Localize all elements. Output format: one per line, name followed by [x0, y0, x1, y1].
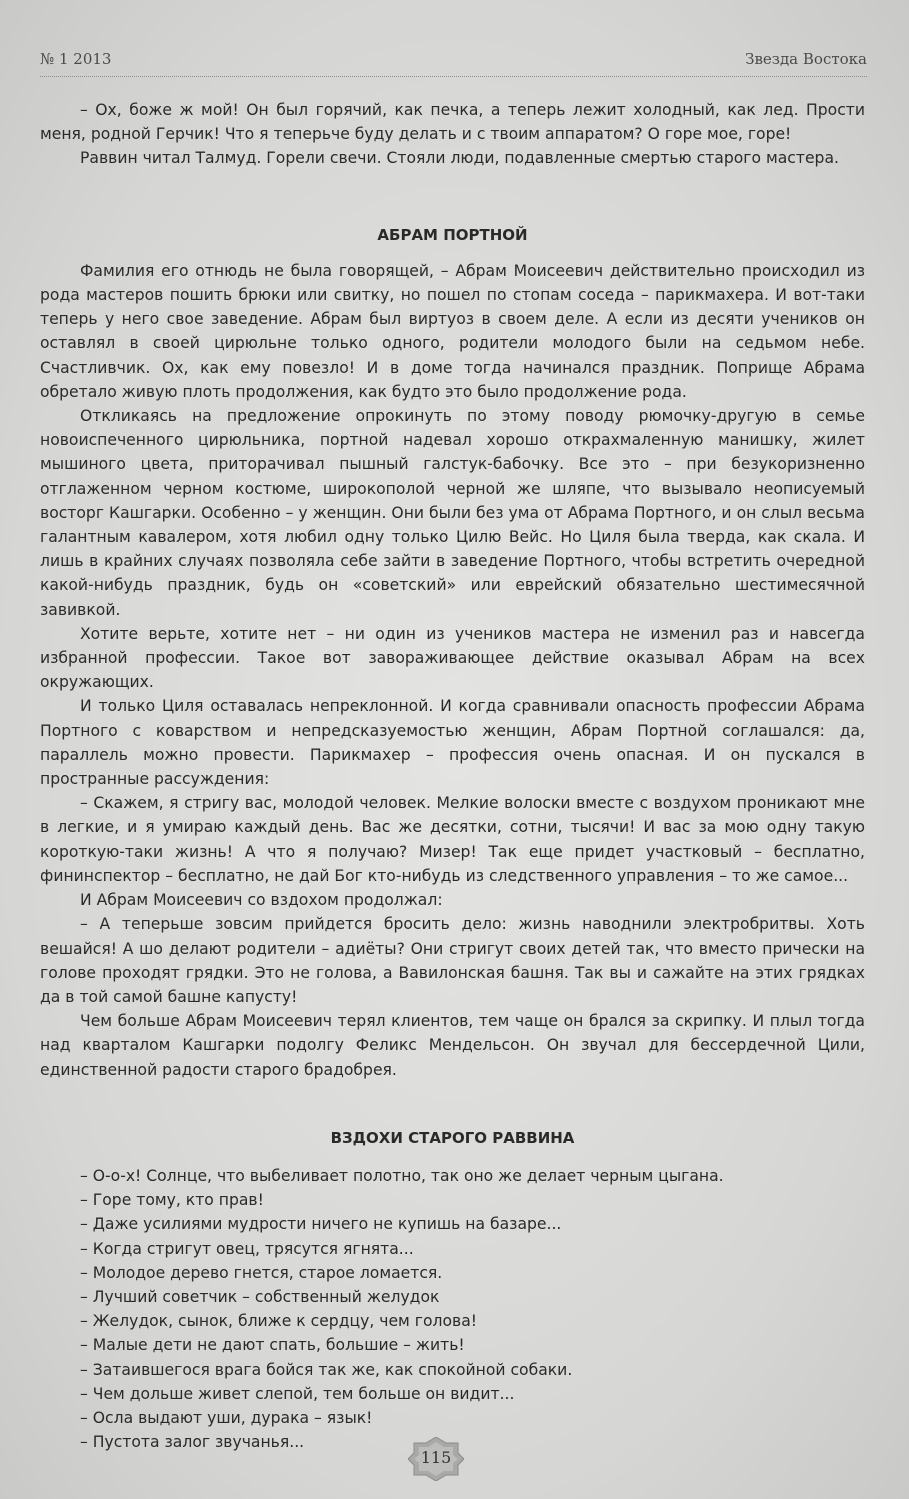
issue-number: № 1 2013 — [40, 50, 112, 68]
paragraph: Откликаясь на предложение опрокинуть по этому поводу рюмочку-другую в семье новоиспеченного цирюльника, портной надевал хорошо открахмаленную манишку, жилет мышиного цвета, приторачивал пышный галстук-бабочку. Все это – при безукоризненно отглаженном черном костюме, широкополой черной же шляпе, что вызывало неописуемый восторг Кашгарки. Особенно – у женщин. Они были без ума от Абрама Портного, и он слыл весьма галантным кавалером, хотя любил одну только Цилю Вейс. Но Циля была тверда, как скала. И лишь в крайних случаях позволяла себе зайти в заведение Портного, чтобы встретить очередной какой-нибудь праздник, будь он «советский» или еврейский обязательно шестимесячной завивкой. — [40, 407, 865, 619]
saying-item: – Желудок, сынок, ближе к сердцу, чем голова! — [80, 1312, 478, 1331]
paragraph: – Скажем, я стригу вас, молодой человек. Мелкие волоски вместе с воздухом проникают мне в легкие, и я умираю каждый день. Вас же десятки, сотни, тысячи! И вас за мою одну такую короткую-таки жизнь! А что я получаю? Мизер! Так еще придет участковый – бесплатно, фининспектор – бесплатно, не дай Бог кто-нибудь из следственного управления – то же самое... — [40, 794, 865, 885]
journal-title: Звезда Востока — [745, 50, 867, 68]
paragraph: – А теперьше зовсим прийдется бросить дело: жизнь наводнили электробритвы. Хоть вешайся! А шо делают родители – адиёты? Они стригут своих детей так, что вместо прически на голове проходят грядки. Это не голова, а Вавилонская башня. Так вы и сажайте на этих грядках да в той самой башне капусту! — [40, 915, 865, 1006]
paragraph: Фамилия его отнюдь не была говорящей, – Абрам Моисеевич действительно происходил из рода мастеров пошить брюки или свитку, но пошел по стопам соседа – парикмахера. И вот-таки теперь у него свое заведение. Абрам был виртуоз в своем деле. А если из десяти учеников он оставлял в своей цирюльне только одного, родители молодого были на седьмом небе. Счастливчик. Ох, как ему повезло! И в доме тогда начинался праздник. Поприще Абрама обретало живую плоть продолжения, как будто это было продолжение рода. — [40, 261, 865, 401]
paragraph: Раввин читал Талмуд. Горели свечи. Стояли люди, подавленные смертью старого мастера. — [80, 149, 839, 168]
article-body — [40, 98, 865, 1454]
saying-item: – Даже усилиями мудрости ничего не купишь на базаре... — [80, 1215, 562, 1234]
section-title-abram: АБРАМ ПОРТНОЙ — [377, 225, 528, 244]
saying-item: – Малые дети не дают спать, большие – жить! — [80, 1336, 465, 1355]
paragraph: И только Циля оставалась непреклонной. И когда сравнивали опасность профессии Абрама Портного с коварством и непредсказуемостью женщин, Абрам Портной соглашался: да, параллель можно провести. Парикмахер – профессия очень опасная. И он пускался в пространные рассуждения: — [40, 697, 865, 789]
sayings-list — [40, 1164, 865, 1454]
page-number-badge — [408, 1437, 464, 1481]
paragraph: И Абрам Моисеевич со вздохом продолжал: — [80, 891, 443, 910]
section-title-rabbi: ВЗДОХИ СТАРОГО РАВВИНА — [330, 1128, 575, 1147]
saying-item: – Затаившегося врага бойся так же, как спокойной собаки. — [80, 1360, 573, 1379]
header-divider — [40, 76, 867, 77]
paragraph: Хотите верьте, хотите нет – ни один из учеников мастера не изменил раз и навсегда избранной профессии. Такое вот завораживающее действие оказывал Абрам на всех окружающих. — [40, 624, 865, 692]
paragraph: – Ох, боже ж мой! Он был горячий, как печка, а теперь лежит холодный, как лед. Прости меня, родной Герчик! Что я теперьче буду делать и с твоим аппаратом? О горе мое, горе! — [40, 101, 865, 144]
saying-item: – Горе тому, кто прав! — [80, 1191, 264, 1210]
saying-item: – Чем дольше живет слепой, тем больше он видит... — [80, 1384, 515, 1403]
saying-item: – Пустота залог звучанья... — [80, 1433, 305, 1452]
saying-item: – Осла выдают уши, дурака – язык! — [80, 1408, 373, 1427]
saying-item: – О-о-х! Солнце, что выбеливает полотно, так оно же делает черным цыгана. — [80, 1166, 724, 1185]
paragraph: Чем больше Абрам Моисеевич терял клиентов, тем чаще он брался за скрипку. И плыл тогда над кварталом Кашгарки подолгу Феликс Мендельсон. Он звучал для бессердечной Цили, единственной радости старого брадобрея. — [40, 1012, 865, 1079]
running-head — [40, 50, 867, 68]
saying-item: – Когда стригут овец, трясутся ягнята... — [80, 1239, 414, 1258]
saying-item: – Лучший советчик – собственный желудок — [80, 1287, 440, 1306]
page-number: 115 — [420, 1448, 452, 1467]
saying-item: – Молодое дерево гнется, старое ломается. — [80, 1263, 443, 1282]
